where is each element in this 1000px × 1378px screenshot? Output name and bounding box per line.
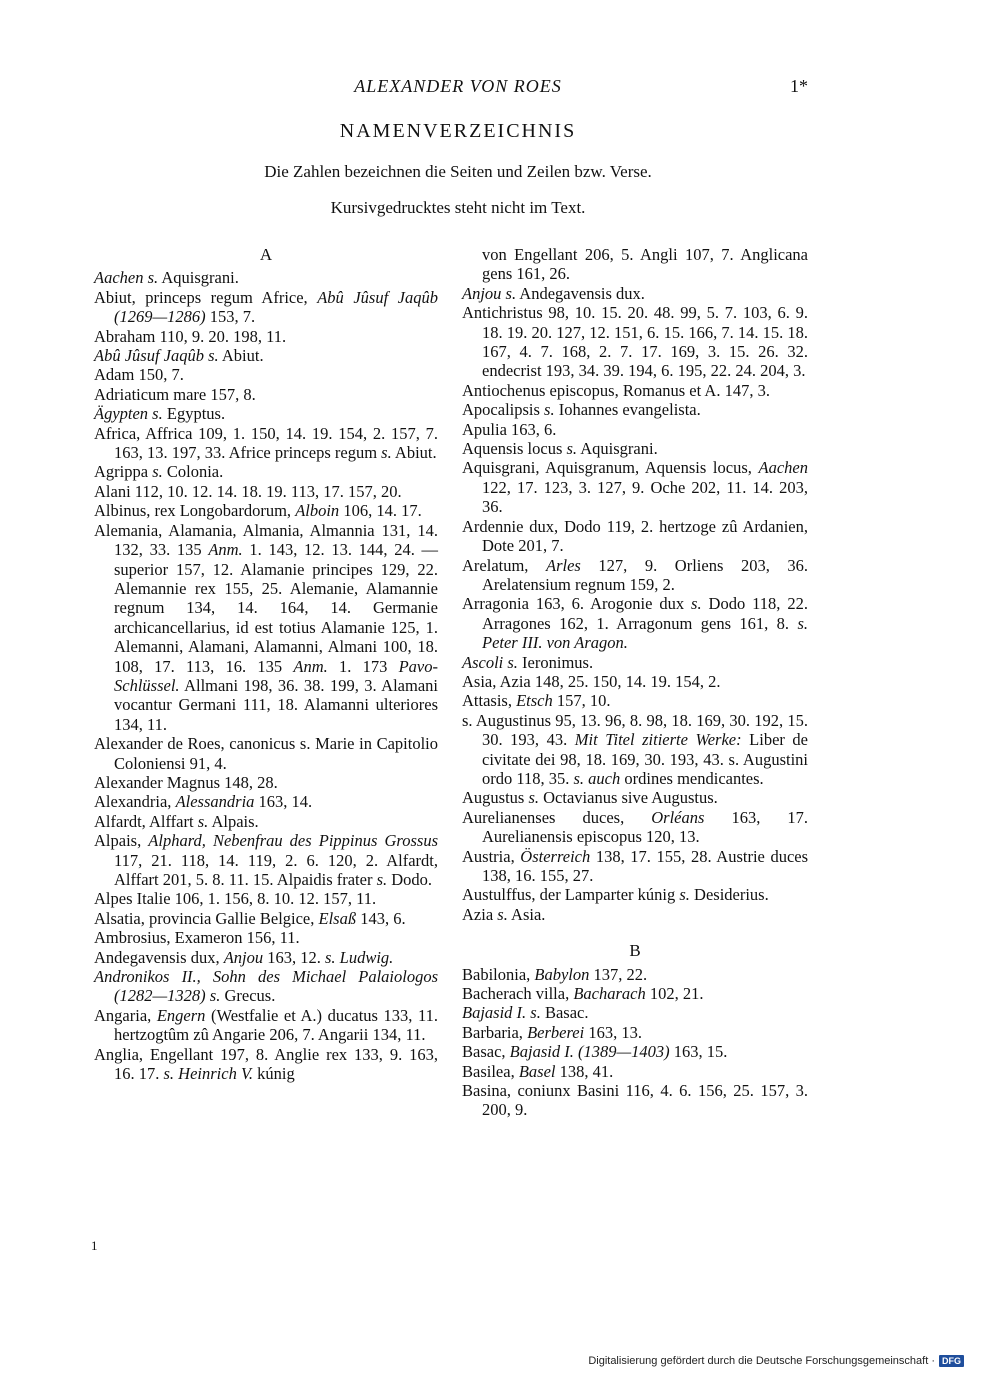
index-entry: von Engellant 206, 5. Angli 107, 7. Anglicana gens 161, 26.	[482, 245, 808, 284]
index-entry: Arragonia 163, 6. Arogonie dux s. Dodo 118, 22. Arragones 162, 1. Arragonum gens 161, 8. s. Peter III. von Aragon.	[462, 594, 808, 653]
index-entry: Attasis, Etsch 157, 10.	[462, 691, 611, 711]
index-entry: Ägypten s. Egyptus.	[94, 404, 226, 424]
index-entry: Adam 150, 7.	[94, 365, 184, 385]
index-entry: Arelatum, Arles 127, 9. Orliens 203, 36. Arelatensium regnum 159, 2.	[462, 555, 809, 594]
index-entry: Basina, coniunx Basini 116, 4. 6. 156, 25. 157, 3. 200, 9.	[462, 1081, 808, 1120]
index-entry: Antiochenus episcopus, Romanus et A. 147, 3.	[462, 380, 770, 400]
running-head-title: ALEXANDER VON ROES	[354, 76, 562, 96]
index-entry: Apulia 163, 6.	[462, 419, 557, 439]
index-entry: Basac, Bajasid I. (1389—1403) 163, 15.	[462, 1042, 728, 1062]
index-entry: Alexandria, Alessandria 163, 14.	[94, 792, 313, 812]
left-column	[94, 245, 438, 1083]
page-title: NAMENVERZEICHNIS	[339, 120, 577, 142]
index-entry: Andegavensis dux, Anjou 163, 12. s. Ludwig.	[94, 947, 394, 967]
index-entry: Abû Jûsuf Jaqûb s. Abiut.	[94, 346, 264, 366]
index-entry: Antichristus 98, 10. 15. 20. 48. 99, 5. 7. 103, 6. 9. 18. 19. 20. 127, 12. 151, 6. 15. 166, 7. 14. 15. 18. 167, 4. 7. 168, 2. 7. 17. 169, 3. 15. 26. 32. endecrist 193, 34. 39. 194, 6. 195, 22. 24. 204, 3.	[462, 303, 808, 381]
index-entry: Alpais, Alphard, Nebenfrau des Pippinus Grossus 117, 21. 118, 14. 119, 2. 6. 120, 2. Alfardt, Alffart 201, 5. 8. 11. 15. Alpaidis frater s. Dodo.	[94, 831, 438, 889]
index-entry: Barbaria, Berberei 163, 13.	[462, 1022, 642, 1042]
index-entry: Bacherach villa, Bacharach 102, 21.	[462, 984, 704, 1004]
index-entry: Alemania, Alamania, Almania, Almannia 131, 14. 132, 33. 135 Anm. 1. 143, 12. 13. 144, 24. —superior 157, 12. Alamanie principes 129, 22. Alemannie rex 155, 25. Alemanie, Alamannie regnum 134, 14. 164, 14. Germanie archicancellarius, id est totius Alamanie 125, 1. Alemanni, Alamani, Alamanni, Almani 100, 18. 108, 17. 113, 16. 135 Anm. 1. 173 Pavo-Schlüssel. Allmani 198, 36. 38. 199, 3. Alamani vocantur Germani 111, 18. Alamanni ulteriores 134, 11.	[94, 520, 438, 734]
index-entry: Albinus, rex Longobardorum, Alboin 106, 14. 17.	[94, 501, 422, 521]
index-entry: Africa, Affrica 109, 1. 150, 14. 19. 154, 2. 157, 7. 163, 13. 197, 33. Africe princeps regum s. Abiut.	[94, 423, 438, 463]
index-entry: Austria, Österreich 138, 17. 155, 28. Austrie duces 138, 16. 155, 27.	[462, 846, 809, 885]
index-entry: Alpes Italie 106, 1. 156, 8. 10. 12. 157, 11.	[94, 889, 377, 909]
index-entry: Augustus s. Octavianus sive Augustus.	[462, 788, 718, 808]
index-entry: Babilonia, Babylon 137, 22.	[462, 964, 648, 984]
index-entry: Abiut, princeps regum Africe, Abû Jûsuf Jaqûb (1269—1286) 153, 7.	[94, 287, 439, 327]
running-head	[0, 76, 1000, 100]
index-entry: Ambrosius, Exameron 156, 11.	[94, 928, 300, 948]
index-entry: Andronikos II., Sohn des Michael Palaiologos (1282—1328) s. Grecus.	[94, 967, 438, 1006]
page-number: 1*	[790, 76, 808, 96]
index-entry-list	[94, 268, 438, 1083]
index-entry: s. Augustinus 95, 13. 96, 8. 98, 18. 169, 30. 192, 15. 30. 193, 43. Mit Titel zitierte Werke: Liber de civitate dei 98, 18. 169, 30. 193, 43. s. Augustini ordo 118, 35. s. auch ordines mendicantes.	[462, 710, 809, 788]
index-entry: Abraham 110, 9. 20. 198, 11.	[94, 326, 287, 346]
index-entry: Asia, Azia 148, 25. 150, 14. 19. 154, 2.	[462, 671, 721, 691]
credit-text: Digitalisierung gefördert durch die Deutsche Forschungsgemeinschaft ·	[588, 1355, 935, 1367]
index-entry: Ascoli s. Ieronimus.	[462, 652, 594, 672]
index-entry: Anglia, Engellant 197, 8. Anglie rex 133, 9. 163, 16. 17. s. Heinrich V. kúnig	[94, 1044, 438, 1084]
index-entry: Alsatia, provincia Gallie Belgice, Elsaß 143, 6.	[94, 908, 406, 928]
index-entry: Adriaticum mare 157, 8.	[94, 384, 256, 404]
index-entry: Alexander Magnus 148, 28.	[94, 772, 278, 792]
index-entry-list	[462, 245, 808, 924]
index-entry: Alfardt, Alffart s. Alpais.	[94, 811, 259, 831]
section-heading-a: A	[259, 245, 273, 264]
index-entry: Agrippa s. Colonia.	[94, 462, 224, 482]
right-column	[462, 245, 808, 1120]
index-entry-list	[462, 965, 808, 1120]
dfg-logo: DFG	[939, 1355, 964, 1367]
index-entry: Aurelianenses duces, Orléans 163, 17. Aurelianensis episcopus 120, 13.	[462, 807, 808, 847]
digitization-credit	[588, 1355, 964, 1367]
index-entry: Bajasid I. s. Basac.	[462, 1003, 589, 1023]
index-entry: Aquensis locus s. Aquisgrani.	[462, 439, 658, 459]
index-entry: Alexander de Roes, canonicus s. Marie in Capitolio Coloniensi 91, 4.	[94, 734, 438, 773]
intro-line-2: Kursivgedrucktes steht nicht im Text.	[330, 198, 586, 217]
section-heading-b: B	[629, 941, 641, 961]
intro-line-1: Die Zahlen bezeichnen die Seiten und Zeilen bzw. Verse.	[264, 162, 652, 181]
index-entry: Apocalipsis s. Iohannes evangelista.	[462, 400, 701, 420]
index-entry: Aachen s. Aquisgrani.	[94, 268, 239, 288]
index-entry: Alani 112, 10. 12. 14. 18. 19. 113, 17. 157, 20.	[94, 481, 402, 501]
footnote-number: 1	[91, 1238, 98, 1253]
index-entry: Azia s. Asia.	[462, 904, 546, 924]
index-entry: Angaria, Engern (Westfalie et A.) ducatus 133, 11. hertzogtûm zû Angarie 206, 7. Angarii 134, 11.	[94, 1005, 438, 1045]
index-entry: Austulffus, der Lamparter kúnig s. Desiderius.	[462, 885, 769, 905]
index-entry: Anjou s. Andegavensis dux.	[462, 283, 645, 303]
index-entry: Aquisgrani, Aquisgranum, Aquensis locus, Aachen 122, 17. 123, 3. 127, 9. Oche 202, 11. 14. 203, 36.	[462, 458, 808, 517]
index-entry: Basilea, Basel 138, 41.	[462, 1061, 614, 1081]
index-entry: Ardennie dux, Dodo 119, 2. hertzoge zû Ardanien, Dote 201, 7.	[462, 516, 808, 556]
